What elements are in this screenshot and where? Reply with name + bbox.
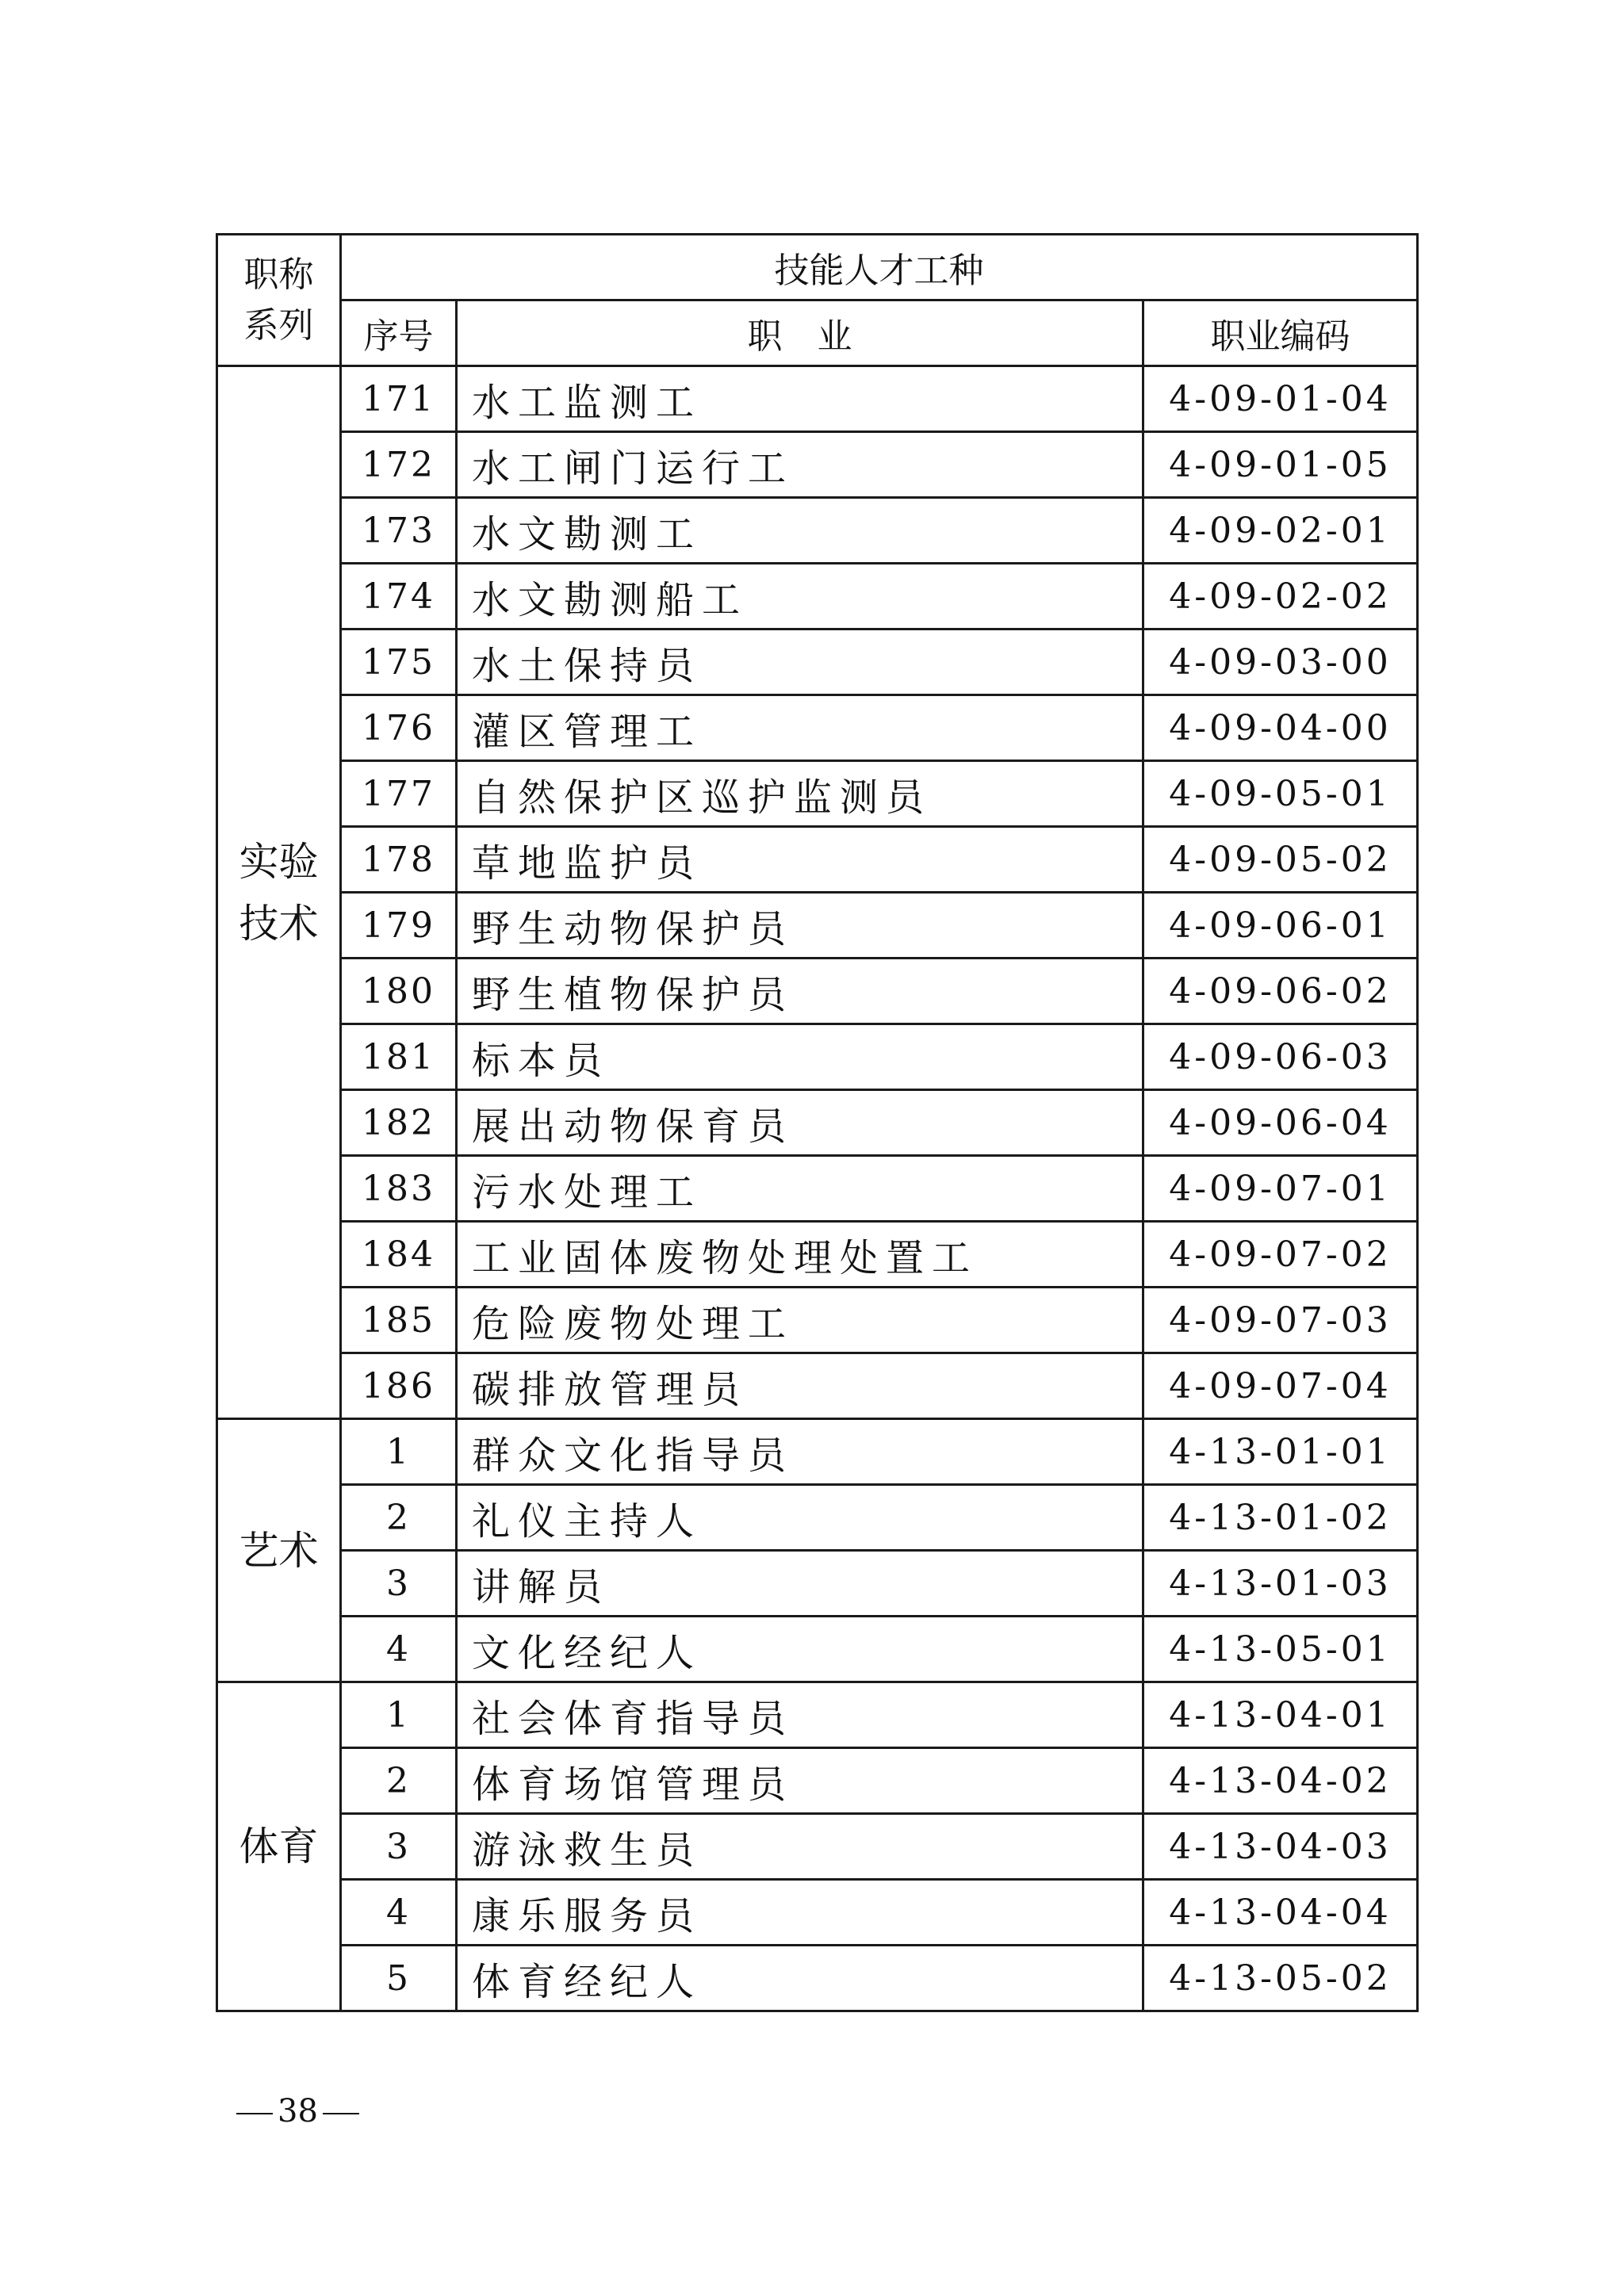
table-body: [217, 366, 1418, 2011]
seq-cell: 174: [341, 564, 457, 629]
series-header-line1: 职称: [243, 254, 314, 295]
occupation-cell: 野生植物保护员: [457, 959, 1143, 1024]
table-row: [217, 959, 1418, 1024]
occupation-cell: 标本员: [457, 1024, 1143, 1090]
page-number: 38: [278, 2093, 318, 2130]
series-cell: [217, 1419, 341, 1682]
code-cell: 4-13-01-02: [1143, 1485, 1418, 1551]
table-row: [217, 1682, 1418, 1748]
occupation-cell: 灌区管理工: [457, 695, 1143, 761]
code-cell: 4-13-04-03: [1143, 1814, 1418, 1880]
code-cell: 4-09-01-04: [1143, 366, 1418, 432]
occupation-cell: 工业固体废物处理处置工: [457, 1222, 1143, 1288]
code-cell: 4-13-01-03: [1143, 1551, 1418, 1617]
occupation-cell: 社会体育指导员: [457, 1682, 1143, 1748]
occupation-cell: 危险废物处理工: [457, 1288, 1143, 1353]
table-row: [217, 1748, 1418, 1814]
table-row: [217, 1288, 1418, 1353]
code-cell: 4-13-04-04: [1143, 1880, 1418, 1946]
code-cell: 4-09-01-05: [1143, 432, 1418, 498]
occupation-cell: 水土保持员: [457, 629, 1143, 695]
table-row: [217, 1551, 1418, 1617]
code-cell: 4-09-06-02: [1143, 959, 1418, 1024]
series-cell: [217, 366, 341, 1419]
table-row: [217, 1222, 1418, 1288]
table-row: [217, 1156, 1418, 1222]
seq-cell: 176: [341, 695, 457, 761]
table-row: [217, 1353, 1418, 1419]
table-row: [217, 1024, 1418, 1090]
code-cell: 4-09-07-02: [1143, 1222, 1418, 1288]
code-cell: 4-09-04-00: [1143, 695, 1418, 761]
seq-cell: 171: [341, 366, 457, 432]
seq-cell: 182: [341, 1090, 457, 1156]
code-cell: 4-09-06-04: [1143, 1090, 1418, 1156]
occupation-cell: 水文勘测船工: [457, 564, 1143, 629]
code-cell: 4-13-04-01: [1143, 1682, 1418, 1748]
seq-header: 序号: [341, 300, 457, 366]
occupation-cell: 康乐服务员: [457, 1880, 1143, 1946]
seq-cell: 2: [341, 1748, 457, 1814]
occupation-cell: 野生动物保护员: [457, 893, 1143, 959]
table-row: [217, 1617, 1418, 1682]
code-cell: 4-09-05-02: [1143, 827, 1418, 893]
page-footer: [232, 2093, 364, 2130]
code-cell: 4-13-01-01: [1143, 1419, 1418, 1485]
occupation-cell: 讲解员: [457, 1551, 1143, 1617]
occupation-cell: 体育经纪人: [457, 1946, 1143, 2011]
series-header: [217, 235, 341, 366]
seq-cell: 183: [341, 1156, 457, 1222]
table-row: [217, 564, 1418, 629]
table-row: [217, 695, 1418, 761]
code-cell: 4-13-05-02: [1143, 1946, 1418, 2011]
series-label-line1: 艺术: [239, 1527, 319, 1574]
group-header: 技能人才工种: [341, 235, 1418, 300]
series-cell: [217, 1682, 341, 2011]
occupation-cell: 水工监测工: [457, 366, 1143, 432]
seq-cell: 175: [341, 629, 457, 695]
table-row: [217, 432, 1418, 498]
code-cell: 4-09-03-00: [1143, 629, 1418, 695]
seq-cell: 180: [341, 959, 457, 1024]
table-row: [217, 629, 1418, 695]
occupation-cell: 自然保护区巡护监测员: [457, 761, 1143, 827]
series-label-line2: 技术: [239, 900, 319, 947]
code-cell: 4-09-07-04: [1143, 1353, 1418, 1419]
occupation-cell: 水工闸门运行工: [457, 432, 1143, 498]
seq-cell: 4: [341, 1617, 457, 1682]
seq-cell: 181: [341, 1024, 457, 1090]
occupation-cell: 群众文化指导员: [457, 1419, 1143, 1485]
seq-cell: 185: [341, 1288, 457, 1353]
seq-cell: 173: [341, 498, 457, 564]
table-row: [217, 893, 1418, 959]
code-header: 职业编码: [1143, 300, 1418, 366]
series-label-line1: 实验: [239, 838, 319, 885]
seq-cell: 4: [341, 1880, 457, 1946]
table-row: [217, 827, 1418, 893]
seq-cell: 2: [341, 1485, 457, 1551]
occupation-cell: 草地监护员: [457, 827, 1143, 893]
occupation-cell: 文化经纪人: [457, 1617, 1143, 1682]
seq-cell: 1: [341, 1419, 457, 1485]
footer-dash-left: [236, 2113, 273, 2114]
occupation-cell: 体育场馆管理员: [457, 1748, 1143, 1814]
seq-cell: 179: [341, 893, 457, 959]
occupation-cell: 礼仪主持人: [457, 1485, 1143, 1551]
series-label-line1: 体育: [239, 1823, 319, 1869]
occupation-header: 职 业: [457, 300, 1143, 366]
table-row: [217, 498, 1418, 564]
seq-cell: 5: [341, 1946, 457, 2011]
code-cell: 4-13-05-01: [1143, 1617, 1418, 1682]
table-row: [217, 366, 1418, 432]
occupation-cell: 展出动物保育员: [457, 1090, 1143, 1156]
table-row: [217, 1880, 1418, 1946]
seq-cell: 184: [341, 1222, 457, 1288]
occupation-cell: 碳排放管理员: [457, 1353, 1143, 1419]
table-row: [217, 1419, 1418, 1485]
seq-cell: 186: [341, 1353, 457, 1419]
code-cell: 4-09-02-02: [1143, 564, 1418, 629]
seq-cell: 177: [341, 761, 457, 827]
table-row: [217, 1946, 1418, 2011]
seq-cell: 3: [341, 1814, 457, 1880]
table-row: [217, 1485, 1418, 1551]
code-cell: 4-13-04-02: [1143, 1748, 1418, 1814]
table-row: [217, 1090, 1418, 1156]
occupation-cell: 游泳救生员: [457, 1814, 1143, 1880]
series-header-line2: 系列: [243, 304, 314, 346]
occupation-cell: 污水处理工: [457, 1156, 1143, 1222]
seq-cell: 172: [341, 432, 457, 498]
occupation-table: [216, 233, 1419, 2012]
code-cell: 4-09-06-03: [1143, 1024, 1418, 1090]
seq-cell: 3: [341, 1551, 457, 1617]
footer-dash-right: [323, 2113, 359, 2114]
code-cell: 4-09-02-01: [1143, 498, 1418, 564]
table-row: [217, 1814, 1418, 1880]
table-row: [217, 761, 1418, 827]
code-cell: 4-09-07-03: [1143, 1288, 1418, 1353]
seq-cell: 178: [341, 827, 457, 893]
seq-cell: 1: [341, 1682, 457, 1748]
code-cell: 4-09-06-01: [1143, 893, 1418, 959]
code-cell: 4-09-05-01: [1143, 761, 1418, 827]
code-cell: 4-09-07-01: [1143, 1156, 1418, 1222]
occupation-cell: 水文勘测工: [457, 498, 1143, 564]
